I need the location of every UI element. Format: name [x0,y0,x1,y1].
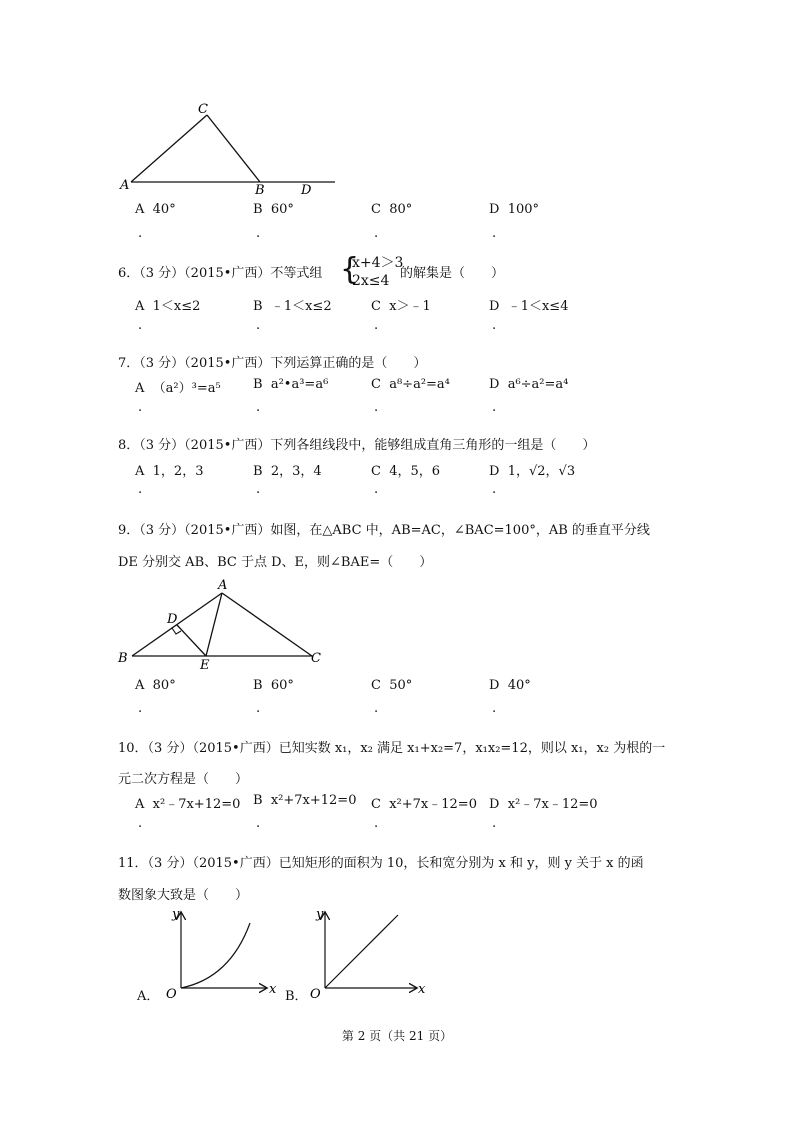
label-a: A [120,178,130,193]
dot: . [374,816,379,831]
dot: . [374,226,379,241]
q8-option-c[interactable]: C 4，5，6 [371,464,441,479]
q10-option-c[interactable]: C x²+7x﹣12=0 [371,797,477,812]
label-d: D [167,612,178,627]
x-axis-label: x [269,982,277,997]
q8-option-b[interactable]: B 2，3，4 [253,464,322,479]
dot: . [374,318,379,333]
brace-icon: { [340,252,360,287]
q6-stem-suffix: 的解集是（ ） [400,266,505,281]
q10-option-b[interactable]: B x²+7x+12=0 [253,793,357,808]
q9-triangle-figure [112,574,334,670]
label-c: C [198,102,208,117]
q5-option-c[interactable]: C 80° [371,202,413,217]
q9-option-d[interactable]: D 40° [489,678,531,693]
q5-triangle-figure [115,98,345,198]
label-e: E [200,658,210,670]
origin-label: O [310,987,321,1002]
q5-option-b[interactable]: B 60° [253,202,294,217]
q10-option-d[interactable]: D x²﹣7x﹣12=0 [489,797,598,812]
q7-option-b[interactable]: B a²•a³=a⁶ [253,377,329,392]
dot: . [138,816,143,831]
origin-label: O [166,987,177,1002]
label-b: B [255,183,265,198]
q7-option-a[interactable]: A （a²）³=a⁵ [135,381,221,396]
dot: . [492,482,497,497]
q9-stem-line1: 9．（3 分）（2015•广西）如图，在△ABC 中，AB=AC，∠BAC=100°，AB 的垂直平分线 [118,523,650,538]
q5-option-a[interactable]: A 40° [135,202,176,217]
q10-option-a[interactable]: A x²﹣7x+12=0 [135,797,241,812]
dot: . [492,226,497,241]
dot: . [256,318,261,333]
q9-option-b[interactable]: B 60° [253,678,294,693]
dot: . [256,482,261,497]
q7-option-d[interactable]: D a⁶÷a²=a⁴ [489,377,569,392]
q6-option-a[interactable]: A 1＜x≤2 [135,299,201,314]
dot: . [256,701,261,716]
page-footer: 第 2 页（共 21 页） [341,1029,453,1043]
label-c: C [311,651,321,666]
dot: . [256,226,261,241]
q8-stem: 8．（3 分）（2015•广西）下列各组线段中，能够组成直角三角形的一组是（ ） [118,438,596,453]
q11-graph-a[interactable] [160,903,282,1003]
q9-stem-line2: DE 分别交 AB、BC 于点 D、E，则∠BAE=（ ） [118,555,433,570]
q11-option-b-label[interactable]: B． [285,989,308,1004]
dot: . [138,482,143,497]
q10-stem-line2: 元二次方程是（ ） [118,772,249,787]
q6-stem-prefix: 6．（3 分）（2015•广西）不等式组 [118,266,323,281]
dot: . [138,318,143,333]
dot: . [492,400,497,415]
q11-graph-b[interactable] [304,903,430,1003]
label-d: D [301,183,312,198]
dot: . [256,816,261,831]
q11-stem-line1: 11．（3 分）（2015•广西）已知矩形的面积为 10，长和宽分别为 x 和 y，则 y 关于 x 的函 [118,856,644,871]
q8-option-a[interactable]: A 1，2，3 [135,464,204,479]
dot: . [374,482,379,497]
x-axis-label: x [418,982,426,997]
dot: . [138,400,143,415]
q6-option-d[interactable]: D ﹣1＜x≤4 [489,299,569,314]
dot: . [138,701,143,716]
q7-stem: 7．（3 分）（2015•广西）下列运算正确的是（ ） [118,356,427,371]
q6-inequality-1: x+4＞3 [352,255,404,271]
y-axis-label: y [172,907,180,922]
q5-option-d[interactable]: D 100° [489,202,540,217]
dot: . [256,400,261,415]
q11-stem-line2: 数图象大致是（ ） [118,888,249,903]
y-axis-label: y [316,907,324,922]
dot: . [492,701,497,716]
dot: . [492,816,497,831]
q6-inequality-2: 2x≤4 [352,273,390,289]
q10-stem-line1: 10．（3 分）（2015•广西）已知实数 x₁，x₂ 满足 x₁+x₂=7，x₁x₂=12，则以 x₁，x₂ 为根的一 [118,741,666,756]
q6-option-b[interactable]: B ﹣1＜x≤2 [253,299,332,314]
q11-option-a-label[interactable]: A． [137,989,160,1004]
dot: . [138,226,143,241]
q9-option-c[interactable]: C 50° [371,678,413,693]
dot: . [374,701,379,716]
q6-option-c[interactable]: C x＞﹣1 [371,299,431,314]
label-a: A [218,578,228,593]
q9-option-a[interactable]: A 80° [135,678,176,693]
label-b: B [118,651,128,666]
q7-option-c[interactable]: C a⁸÷a²=a⁴ [371,377,450,392]
q8-option-d[interactable]: D 1，√2，√3 [489,464,576,479]
dot: . [374,400,379,415]
dot: . [492,318,497,333]
